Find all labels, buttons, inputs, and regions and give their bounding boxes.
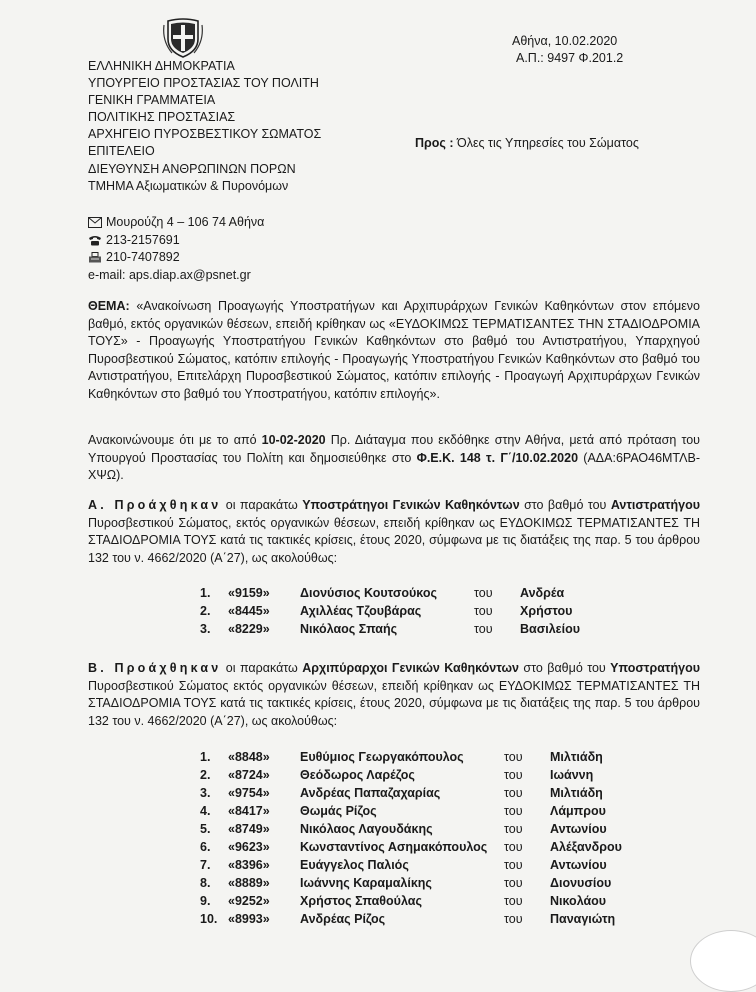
row-number: 2.	[200, 604, 211, 618]
promotion-row	[200, 856, 622, 874]
father-prefix: του	[474, 586, 493, 600]
issuer-line: ΕΠΙΤΕΛΕΙΟ	[88, 144, 155, 159]
section-b-text-2: στο βαθμό του	[519, 661, 611, 675]
document-date: Αθήνα, 10.02.2020	[512, 34, 618, 48]
row-number: 1.	[200, 586, 211, 600]
father-prefix: του	[474, 604, 493, 618]
subject-label: ΘΕΜΑ:	[88, 299, 130, 313]
section-a-text-2: στο βαθμό του	[519, 498, 611, 512]
officer-name: Νικόλαος Σπαής	[300, 622, 398, 636]
promotion-row	[200, 784, 622, 802]
section-b-text-3: Πυροσβεστικού Σώματος εκτός οργανικών θέσεων, επειδή κρίθηκαν ως ΕΥΔΟΚΙΜΩΣ ΤΕΡΜΑΤΙΣΑΝΤΕΣ ΤΗ ΣΤΑΔΙΟΔΡΟΜΙΑ ΤΟΥΣ κατά τις τακτικές κρίσεις, έτους 2020, σύμφωνα με τις διατάξεις της παρ. 5 του άρθρου 132 του ν. 4662/2020 (Α΄27), ως ακολούθως:	[88, 678, 700, 728]
section-b-text-1: οι παρακάτω	[221, 661, 303, 675]
promotion-row	[200, 910, 622, 928]
officer-name: Νικόλαος Λαγουδάκης	[300, 822, 433, 836]
issuer-line: ΕΛΛΗΝΙΚΗ ΔΗΜΟΚΡΑΤΙΑ	[88, 59, 235, 73]
officer-name: Αχιλλέας Τζουβάρας	[300, 604, 422, 618]
promotion-row	[200, 892, 622, 910]
officer-name: Κωνσταντίνος Ασημακόπουλος	[300, 840, 488, 854]
service-code: «9754»	[228, 786, 270, 800]
section-b-paragraph	[88, 660, 700, 730]
father-name: Βασιλείου	[520, 622, 581, 636]
section-b-rank-from: Αρχιπύραρχοι Γενικών Καθηκόντων	[302, 661, 519, 675]
phone-icon	[88, 235, 103, 246]
recipient-label: Προς :	[415, 136, 454, 150]
father-name: Αντωνίου	[550, 822, 607, 836]
row-number: 8.	[200, 876, 211, 890]
section-a-text-3: Πυροσβεστικού Σώματος, εκτός οργανικών θέσεων, επειδή κρίθηκαν ως ΕΥΔΟΚΙΜΩΣ ΤΕΡΜΑΤΙΣΑΝΤΕΣ ΤΗ ΣΤΑΔΙΟΔΡΟΜΙΑ ΤΟΥΣ κατά τις τακτικές κρίσεις, έτους 2020, σύμφωνα με τις διατάξεις της παρ. 5 του άρθρου 132 του ν. 4662/2020 (Α΄27), ως ακολούθως:	[88, 515, 700, 565]
address-row	[88, 214, 264, 232]
section-a-rank-from: Υποστράτηγοι Γενικών Καθηκόντων	[302, 498, 520, 512]
section-b-promotion-list	[200, 748, 622, 928]
father-name: Διονυσίου	[550, 876, 612, 890]
service-code: «8848»	[228, 750, 270, 764]
service-code: «8417»	[228, 804, 270, 818]
father-prefix: του	[504, 822, 523, 836]
row-number: 9.	[200, 894, 211, 908]
promotion-row	[200, 874, 622, 892]
envelope-icon	[88, 217, 103, 228]
father-name: Μιλτιάδη	[550, 786, 603, 800]
father-name: Παναγιώτη	[550, 912, 616, 926]
service-code: «8445»	[228, 604, 270, 618]
service-code: «8889»	[228, 876, 270, 890]
email-row	[88, 267, 264, 285]
issuer-line: ΥΠΟΥΡΓΕΙΟ ΠΡΟΣΤΑΣΙΑΣ ΤΟΥ ΠΟΛΙΤΗ	[88, 76, 319, 91]
promotion-row	[200, 802, 622, 820]
issuer-line: ΓΕΝΙΚΗ ΓΡΑΜΜΑΤΕΙΑ	[88, 93, 216, 108]
greek-coat-of-arms-icon	[162, 15, 204, 59]
father-name: Χρήστου	[520, 604, 573, 618]
service-code: «8993»	[228, 912, 270, 926]
section-a-heading: Α. Προάχθηκαν	[88, 498, 222, 512]
date-reference-block	[512, 33, 623, 67]
section-a-text-1: οι παρακάτω	[221, 498, 303, 512]
phone-row	[88, 232, 264, 250]
section-a-paragraph	[88, 497, 700, 567]
row-number: 7.	[200, 858, 211, 872]
issuer-line: ΔΙΕΥΘΥΝΣΗ ΑΝΘΡΩΠΙΝΩΝ ΠΟΡΩΝ	[88, 161, 296, 176]
officer-name: Θεόδωρος Λαρέζος	[300, 768, 415, 782]
father-prefix: του	[504, 786, 523, 800]
service-code: «8396»	[228, 858, 270, 872]
gazette-reference: Φ.Ε.Κ. 148 τ. Γ΄/10.02.2020	[416, 450, 579, 465]
officer-name: Διονύσιος Κουτσούκος	[300, 586, 437, 600]
fax-row	[88, 249, 264, 267]
address-text: Μουρούζη 4 – 106 74 Αθήνα	[106, 215, 265, 229]
issuer-line: ΑΡΧΗΓΕΙΟ ΠΥΡΟΣΒΕΣΤΙΚΟΥ ΣΩΜΑΤΟΣ	[88, 127, 322, 142]
announcement-paragraph	[88, 432, 700, 485]
promotion-row	[200, 748, 622, 766]
father-name: Νικολάου	[550, 894, 607, 908]
officer-name: Ανδρέας Παπαζαχαρίας	[300, 786, 441, 800]
officer-name: Ευθύμιος Γεωργακόπουλος	[300, 750, 464, 764]
announcement-text-3: (ΑΔΑ:6ΡΑΟ46ΜΤΛΒ-ΧΨΩ).	[88, 450, 700, 483]
page-corner-badge	[690, 930, 756, 992]
father-name: Αλέξανδρου	[550, 840, 622, 854]
announcement-text-1: Ανακοινώνουμε ότι με το από	[88, 433, 262, 447]
subject-text: «Ανακοίνωση Προαγωγής Υποστρατήγων και Αρχιπυράρχων Γενικών Καθηκόντων στον επόμενο βαθμό, εκτός οργανικών θέσεων, επειδή κρίθηκαν ως «ΕΥΔΟΚΙΜΩΣ ΤΕΡΜΑΤΙΣΑΝΤΕΣ ΤΗΝ ΣΤΑΔΙΟΔΡΟΜΙΑ ΤΟΥΣ» - Προαγωγής Υποστρατήγου Γενικών Καθηκόντων στο βαθμό του Αντιστρατήγου, Υπαρχηγού Πυροσβεστικού Σώματος, κατόπιν επιλογής - Προαγωγής Υποστρατήγου Γενικών Καθηκόντων στο βαθμό του Αντιστρατήγου, Επιτελάρχη Πυροσβεστικού Σώματος, κατόπιν επιλογής - Προαγωγή Αρχιπυράρχων Γενικών Καθηκόντων στο βαθμό του Υποστρατήγου, κατόπιν επιλογής».	[88, 299, 700, 401]
issuer-header	[88, 58, 321, 195]
officer-name: Ευάγγελος Παλιός	[300, 858, 409, 872]
recipient-text: Όλες τις Υπηρεσίες του Σώματος	[453, 136, 639, 150]
section-b-rank-to: Υποστρατήγου	[610, 661, 700, 675]
announcement-text-2: Πρ. Διάταγμα που εκδόθηκε στην Αθήνα, μετά από πρόταση του Υπουργού Προστασίας του Πολίτη και δημοσιεύθηκε στο	[88, 433, 700, 465]
row-number: 3.	[200, 622, 211, 636]
email-text: e-mail: aps.diap.ax@psnet.gr	[88, 267, 251, 282]
service-code: «9252»	[228, 894, 270, 908]
promotion-row	[200, 602, 580, 620]
section-a-rank-to: Αντιστρατήγου	[610, 498, 701, 512]
promotion-row	[200, 766, 622, 784]
officer-name: Ανδρέας Ρίζος	[300, 912, 386, 926]
promotion-row	[200, 584, 580, 602]
father-prefix: του	[504, 750, 523, 764]
row-number: 1.	[200, 750, 211, 764]
row-number: 4.	[200, 804, 211, 818]
father-prefix: του	[504, 912, 523, 926]
promotion-row	[200, 620, 580, 638]
officer-name: Χρήστος Σπαθούλας	[300, 894, 422, 908]
phone-text: 213-2157691	[106, 232, 180, 247]
contact-block	[88, 214, 264, 284]
service-code: «9159»	[228, 586, 270, 600]
father-prefix: του	[474, 622, 493, 636]
father-name: Ιωάννη	[550, 768, 594, 782]
father-name: Λάμπρου	[550, 804, 606, 818]
service-code: «8724»	[228, 768, 270, 782]
fax-text: 210-7407892	[106, 250, 180, 265]
issuer-line: ΤΜΗΜΑ Αξιωματικών & Πυρονόμων	[88, 178, 289, 193]
subject-paragraph	[88, 298, 700, 404]
row-number: 6.	[200, 840, 211, 854]
protocol-number: Α.Π.: 9497 Φ.201.2	[516, 51, 624, 65]
father-prefix: του	[504, 894, 523, 908]
father-prefix: του	[504, 768, 523, 782]
row-number: 5.	[200, 822, 211, 836]
fax-icon	[88, 252, 103, 263]
recipient-line	[415, 136, 639, 150]
section-b-heading: Β. Προάχθηκαν	[88, 661, 222, 675]
service-code: «9623»	[228, 840, 270, 854]
officer-name: Ιωάννης Καραμαλίκης	[300, 876, 432, 890]
father-prefix: του	[504, 876, 523, 890]
father-prefix: του	[504, 858, 523, 872]
row-number: 3.	[200, 786, 211, 800]
father-name: Μιλτιάδη	[550, 750, 603, 764]
issuer-line: ΠΟΛΙΤΙΚΗΣ ΠΡΟΣΤΑΣΙΑΣ	[88, 110, 236, 125]
father-prefix: του	[504, 804, 523, 818]
service-code: «8749»	[228, 822, 270, 836]
officer-name: Θωμάς Ρίζος	[300, 804, 377, 818]
father-name: Ανδρέα	[520, 586, 565, 600]
section-a-promotion-list	[200, 584, 580, 638]
row-number: 2.	[200, 768, 211, 782]
row-number: 10.	[200, 912, 218, 926]
promotion-row	[200, 820, 622, 838]
father-prefix: του	[504, 840, 523, 854]
service-code: «8229»	[228, 622, 270, 636]
promotion-row	[200, 838, 622, 856]
decree-date: 10-02-2020	[261, 433, 326, 447]
father-name: Αντωνίου	[550, 858, 607, 872]
